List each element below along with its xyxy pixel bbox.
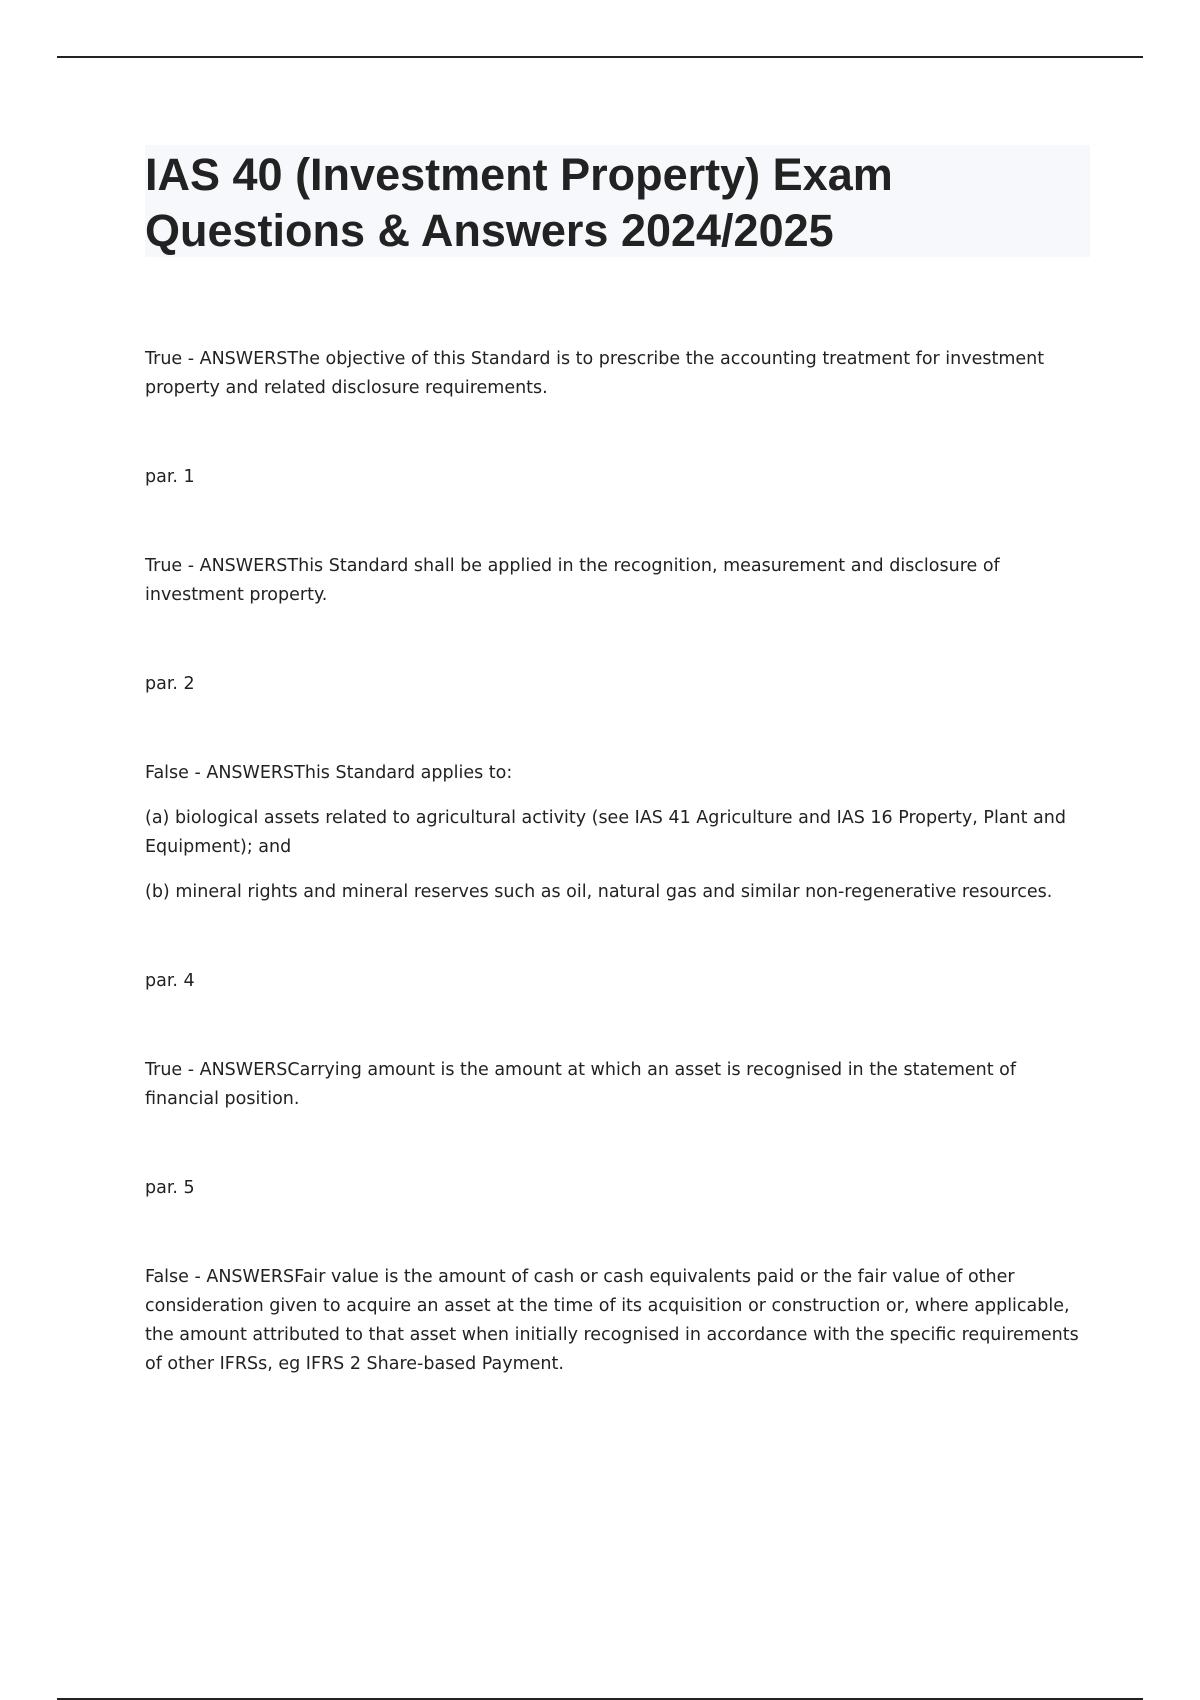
answer-5: False - ANSWERSFair value is the amount of cash or cash equivalents paid or the fair value of other consideration given to acquire an asset at the time of its acquisition or construction or, where applicable, the amount attributed to that asset when initially recognised in accordance with the specific requirements of other IFRSs, eg IFRS 2 Share-based Payment. [145,1267,1079,1374]
reference-3: par. 4 [145,971,195,991]
answer-3-item-b: (b) mineral rights and mineral reserves such as oil, natural gas and similar non-regenerative resources. [145,882,1053,902]
reference-2: par. 2 [145,674,195,694]
reference-4: par. 5 [145,1178,195,1198]
answer-3-item-a: (a) biological assets related to agricultural activity (see IAS 41 Agriculture and IAS 16 Property, Plant and Equipment); and [145,808,1066,857]
answer-3: False - ANSWERSThis Standard applies to: [145,763,513,783]
answer-2: True - ANSWERSThis Standard shall be applied in the recognition, measurement and disclosure of investment property. [145,556,1000,605]
answer-1: True - ANSWERSThe objective of this Standard is to prescribe the accounting treatment for investment property and related disclosure requirements. [145,349,1045,398]
reference-1: par. 1 [145,467,195,487]
top-divider [57,56,1143,58]
document-body [145,345,1095,1379]
title-block [145,145,1090,257]
answer-4: True - ANSWERSCarrying amount is the amount at which an asset is recognised in the statement of financial position. [145,1060,1017,1109]
document-title: IAS 40 (Investment Property) Exam Questions & Answers 2024/2025 [145,149,893,256]
